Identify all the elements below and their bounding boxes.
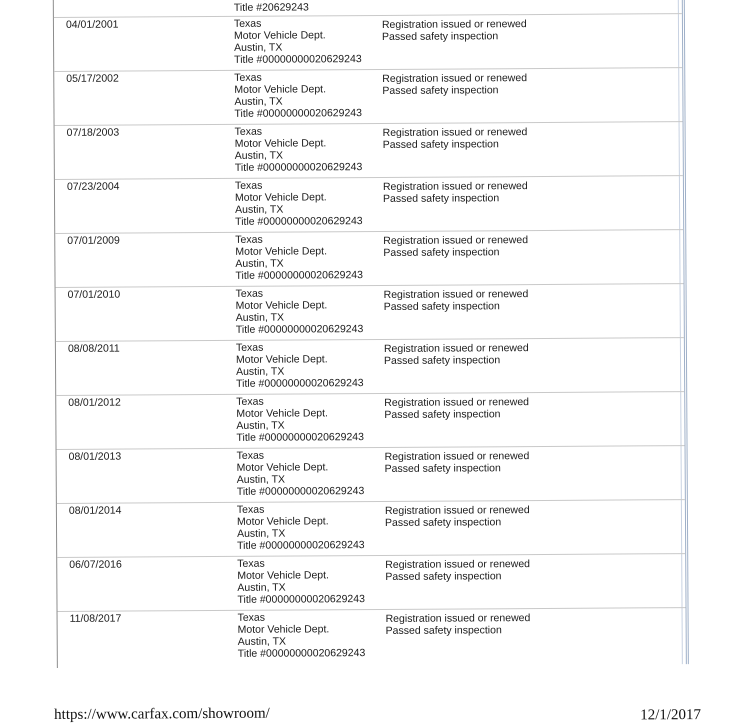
- comment-line: Registration issued or renewed: [383, 342, 529, 355]
- record-date: 08/01/2013: [68, 450, 122, 463]
- source-line: Motor Vehicle Dept.: [234, 83, 327, 96]
- source-line: Texas: [234, 179, 263, 192]
- source-line: Title #00000000020629243: [235, 323, 364, 336]
- record-source: [234, 71, 362, 120]
- record-source: [234, 17, 362, 66]
- comment-line: Registration issued or renewed: [382, 126, 528, 139]
- table-row: [56, 337, 684, 396]
- record-comments: [385, 504, 530, 529]
- source-line: Motor Vehicle Dept.: [237, 569, 329, 582]
- source-line: Texas: [233, 17, 262, 30]
- comment-line: Passed safety inspection: [385, 624, 502, 637]
- comment-line: Registration issued or renewed: [384, 450, 530, 463]
- source-line: Austin, TX: [236, 473, 286, 486]
- table-row: [55, 121, 683, 180]
- table-row: [55, 229, 683, 288]
- record-date: 07/01/2009: [67, 234, 120, 247]
- source-line: Motor Vehicle Dept.: [234, 191, 327, 204]
- record-date: 06/07/2016: [69, 558, 122, 571]
- source-line: Texas: [234, 71, 262, 84]
- source-line: Title #00000000020629243: [237, 593, 365, 606]
- record-source: [237, 503, 365, 552]
- source-line: Texas: [236, 395, 264, 408]
- source-line: Texas: [234, 125, 263, 138]
- record-comments: [382, 18, 527, 43]
- source-line: Title #00000000020629243: [235, 215, 363, 228]
- comment-line: Passed safety inspection: [384, 408, 501, 421]
- previous-entry-source: [234, 0, 309, 14]
- source-line: Motor Vehicle Dept.: [235, 353, 328, 366]
- comment-line: Registration issued or renewed: [382, 180, 528, 193]
- source-line: Motor Vehicle Dept.: [235, 299, 328, 312]
- source-line: Motor Vehicle Dept.: [236, 515, 329, 528]
- source-line: Title #00000000020629243: [236, 485, 365, 498]
- record-comments: [385, 558, 530, 583]
- source-line: Texas: [235, 287, 264, 300]
- record-comments: [384, 396, 529, 421]
- record-source: [236, 287, 364, 336]
- comment-line: Registration issued or renewed: [384, 504, 530, 517]
- record-source: [236, 341, 364, 390]
- history-table: [53, 0, 689, 668]
- source-line: Title #00000000020629243: [237, 647, 366, 660]
- record-comments: [382, 72, 527, 97]
- comment-line: Passed safety inspection: [385, 570, 502, 583]
- record-source: [236, 395, 364, 444]
- source-line: Austin, TX: [235, 203, 284, 216]
- source-line: Austin, TX: [237, 527, 286, 540]
- record-comments: [384, 342, 529, 367]
- record-date: 07/01/2010: [67, 288, 121, 301]
- source-line: Title #00000000020629243: [234, 107, 363, 120]
- source-line: Motor Vehicle Dept.: [234, 137, 327, 150]
- record-source: [237, 449, 365, 498]
- comment-line: Passed safety inspection: [384, 516, 502, 529]
- table-row: [56, 391, 684, 450]
- comment-line: Registration issued or renewed: [382, 72, 528, 85]
- source-line: Motor Vehicle Dept.: [233, 29, 326, 42]
- source-line: Title #20629243: [233, 1, 309, 14]
- record-date: 08/08/2011: [67, 342, 120, 355]
- record-date: 04/01/2001: [65, 18, 119, 31]
- source-line: Texas: [236, 503, 265, 516]
- record-date: 08/01/2012: [68, 396, 121, 409]
- source-line: Title #00000000020629243: [234, 53, 362, 66]
- comment-line: Passed safety inspection: [381, 30, 499, 43]
- source-line: Title #00000000020629243: [235, 269, 364, 282]
- record-date: 07/18/2003: [66, 126, 120, 139]
- source-line: Austin, TX: [235, 311, 285, 324]
- table-row: [57, 445, 685, 504]
- source-line: Austin, TX: [234, 149, 284, 162]
- record-source: [235, 125, 363, 174]
- source-line: Texas: [236, 449, 265, 462]
- table-row: [58, 607, 686, 665]
- source-line: Motor Vehicle Dept.: [235, 245, 328, 258]
- record-date: 05/17/2002: [66, 72, 119, 85]
- comment-line: Registration issued or renewed: [381, 18, 527, 31]
- source-line: Title #00000000020629243: [236, 431, 364, 444]
- source-line: Texas: [235, 233, 263, 246]
- comment-line: Passed safety inspection: [382, 192, 500, 205]
- footer-date: 12/1/2017: [640, 707, 702, 724]
- source-line: Austin, TX: [236, 365, 285, 378]
- comment-line: Passed safety inspection: [383, 246, 500, 259]
- record-comments: [385, 450, 530, 475]
- comment-line: Registration issued or renewed: [385, 558, 531, 571]
- source-line: Austin, TX: [237, 635, 287, 648]
- source-line: Texas: [237, 611, 266, 624]
- source-line: Austin, TX: [236, 419, 285, 432]
- record-comments: [383, 126, 528, 151]
- comment-line: Passed safety inspection: [382, 138, 499, 151]
- record-comments: [383, 234, 528, 259]
- source-line: Austin, TX: [234, 41, 283, 54]
- source-line: Motor Vehicle Dept.: [236, 407, 329, 420]
- table-row: [54, 67, 682, 126]
- table-row: [57, 553, 685, 612]
- source-line: Texas: [235, 341, 264, 354]
- comment-line: Registration issued or renewed: [383, 234, 529, 247]
- source-line: Austin, TX: [237, 581, 286, 594]
- record-date: 11/08/2017: [69, 612, 122, 625]
- record-date: 08/01/2014: [68, 504, 122, 517]
- footer-url: https://www.carfax.com/showroom/: [54, 705, 270, 723]
- record-source: [235, 233, 363, 282]
- comment-line: Registration issued or renewed: [385, 612, 531, 625]
- source-line: Title #00000000020629243: [236, 377, 364, 390]
- source-line: Title #00000000020629243: [237, 539, 365, 552]
- record-source: [235, 179, 363, 228]
- table-row: [54, 13, 682, 72]
- record-source: [238, 611, 366, 660]
- comment-line: Passed safety inspection: [382, 84, 499, 97]
- comment-line: Registration issued or renewed: [383, 288, 529, 301]
- comment-line: Passed safety inspection: [384, 462, 501, 475]
- table-row: [57, 499, 685, 558]
- source-line: Austin, TX: [235, 257, 284, 270]
- source-line: Title #00000000020629243: [234, 161, 363, 174]
- source-line: Motor Vehicle Dept.: [236, 461, 329, 474]
- record-date: 07/23/2004: [66, 180, 120, 193]
- record-comments: [383, 180, 528, 205]
- source-line: Motor Vehicle Dept.: [237, 623, 330, 636]
- comment-line: Passed safety inspection: [383, 300, 500, 313]
- comment-line: Registration issued or renewed: [384, 396, 530, 409]
- record-source: [237, 557, 365, 606]
- source-line: Texas: [237, 557, 265, 570]
- table-row: [55, 175, 683, 234]
- table-row: [56, 283, 684, 342]
- record-comments: [386, 612, 531, 637]
- record-comments: [384, 288, 529, 313]
- comment-line: Passed safety inspection: [383, 354, 501, 367]
- source-line: Austin, TX: [234, 95, 283, 108]
